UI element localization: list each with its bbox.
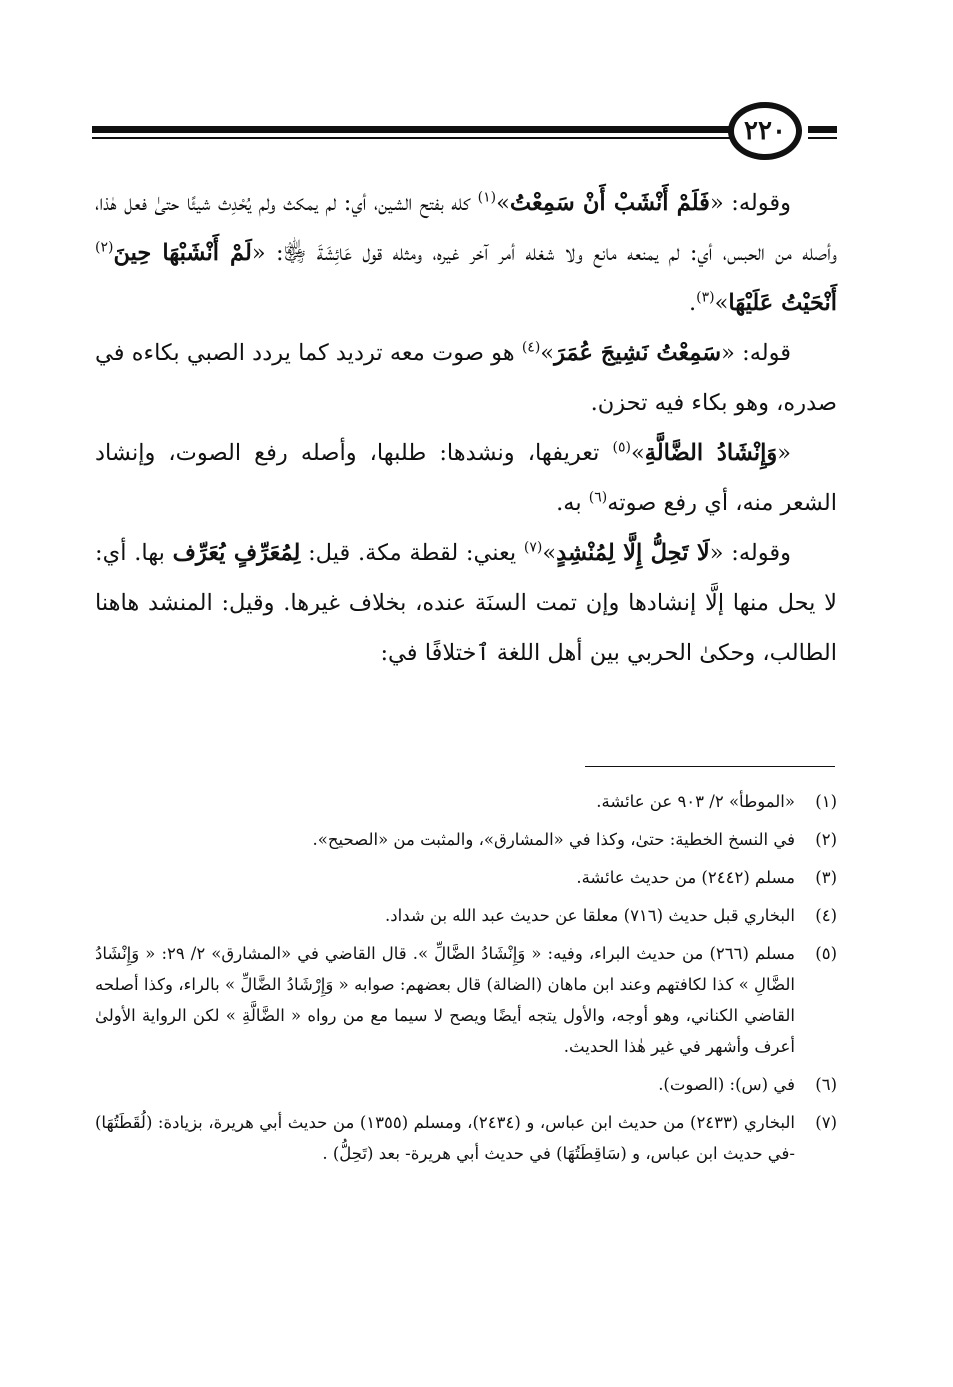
text-run: »	[630, 440, 645, 466]
text-run: قوله: «	[721, 340, 792, 366]
footnote-text: في النسخ الخطية: حتىٰ، وكذا في «المشارق»، والمثبت من «الصحيح».	[312, 830, 795, 849]
text-run: بها. أي: لا يحل منها إلَّا إنشادها وإن تمت السنَة عنده، بخلاف غيرها. وقيل: المنشد هاهنا الطالب، وحكىٰ الحربي بين أهل اللغة ٱختلافًا في:	[95, 540, 837, 666]
hadith-quote: وَإِنْشَادُ الضَّالَّةِ	[644, 440, 778, 466]
page-number: ٢٢٠	[728, 102, 802, 160]
footnote	[95, 900, 837, 931]
footnote-ref[interactable]: (٣)	[696, 289, 715, 306]
footnote-number: (٤)	[815, 906, 837, 925]
paragraph-4	[95, 528, 837, 678]
text-run: «	[777, 440, 791, 466]
paragraph-3	[95, 428, 837, 528]
footnotes	[95, 786, 837, 1176]
footnote	[95, 862, 837, 893]
text-run: .	[688, 290, 697, 316]
footnote-text: مسلم (٢٦٦) من حديث البراء، وفيه: « وَإِنْشَادُ الضَّالِّ ». قال القاضي في «المشارق» ٢/ ٢٩: « وَإِنْشَادُ الضَّالِ » كذا لكافتهم وعند ابن ماهان (الضالة) قال بعضهم: صوابه « وَإِرْشَادُ الضَّالِّ » بالراء، وكذا أصلحه القاضي الكناني، وهو أوجه، والأول يتجه أيضًا ويصح لا سيما مع من رواه « الضَّالَّةِ » لكن الرواية الأولىٰ أعرف وأشهر في غير هٰذا الحديث.	[95, 944, 795, 1056]
text-run: »	[714, 290, 729, 316]
footnote	[95, 824, 837, 855]
footnote-ref[interactable]: (٦)	[588, 489, 608, 506]
text-run: كله بفتح الشين، أي: لم يمكث ولم يُحْدِث شيئًا حتىٰ فعل هٰذا، وأصله من الحبس، أي: لم يمنعه مانع ولا شغله أمر آخر غيره، ومثله قول عَائِشَةَ ﵂: «	[95, 190, 837, 266]
footnote	[95, 938, 837, 1062]
footnote-ref[interactable]: (١)	[477, 189, 497, 206]
paragraph-2	[95, 328, 837, 428]
header-rule-right	[808, 126, 837, 133]
hadith-quote: لَا تَحِلُّ إِلَّا لِمُنْشِدٍ	[556, 540, 710, 566]
text-run: تعريفها، ونشدها: طلبها، وأصله رفع الصوت، وإنشاد الشعر منه، أي رفع صوته	[95, 440, 837, 516]
footnote-number: (٥)	[815, 944, 837, 963]
header-rule-right-thin	[808, 137, 837, 139]
text-run: »	[542, 540, 557, 566]
text-run: »	[540, 340, 555, 366]
footnote	[95, 1107, 837, 1169]
hadith-quote: فَلَمْ أَنْشَبْ أَنْ سَمِعْتُ	[509, 190, 710, 216]
footnote-number: (١)	[815, 792, 837, 811]
footnote-number: (٢)	[815, 830, 837, 849]
footnote-text: البخاري قبل حديث (٧١٦) معلقا عن حديث عبد الله بن شداد.	[384, 906, 795, 925]
footnote-text: في (س): (الصوت).	[658, 1075, 795, 1094]
main-text	[95, 178, 837, 678]
header-rule	[92, 126, 742, 133]
footnote-number: (٣)	[815, 868, 837, 887]
footnote-divider	[585, 766, 835, 767]
footnote-ref[interactable]: (٥)	[612, 439, 631, 456]
footnote-ref[interactable]: (٤)	[521, 339, 541, 356]
paragraph-1	[95, 178, 837, 328]
footnote-ref[interactable]: (٢)	[95, 239, 114, 256]
text-run: هو صوت معه ترديد كما يردد الصبي بكاءه في صدره، وهو بكاء فيه تحزن.	[95, 340, 837, 416]
footnote-text: «الموطأ» ٢/ ٩٠٣ عن عائشة.	[596, 792, 795, 811]
text-run: »	[496, 190, 510, 216]
header-rule-thin	[92, 137, 742, 139]
hadith-quote: لَمْ أَنْشَبْهَا حِينَ	[113, 240, 252, 266]
footnote	[95, 786, 837, 817]
hadith-quote: لِمُعَرِّفٍ يُعَرِّف	[172, 540, 301, 566]
text-run: به.	[556, 490, 589, 516]
page-header	[92, 102, 837, 162]
hadith-quote: سَمِعْتُ نَشِيجَ عُمَرَ	[554, 340, 722, 366]
footnote-number: (٧)	[815, 1113, 837, 1132]
hadith-quote: أَنْحَيْتُ عَلَيْهَا	[728, 290, 837, 316]
footnote-text: البخاري (٢٤٣٣) من حديث ابن عباس، و (٢٤٣٤)، ومسلم (١٣٥٥) من حديث أبي هريرة، بزيادة: (لُقَطَتُهَا) -في حديث ابن عباس، و (سَاقِطَتُهَا) في حديث أبي هريرة- بعد (تَحِلُّ) .	[95, 1113, 795, 1163]
text-run: يعني: لقطة مكة. قيل:	[300, 540, 524, 566]
text-run: وقوله: «	[709, 540, 791, 566]
footnote-number: (٦)	[815, 1075, 837, 1094]
footnote-text: مسلم (٢٤٤٢) من حديث عائشة.	[576, 868, 795, 887]
footnote-ref[interactable]: (٧)	[523, 539, 543, 556]
footnote	[95, 1069, 837, 1100]
text-run: وقوله: «	[709, 190, 791, 216]
